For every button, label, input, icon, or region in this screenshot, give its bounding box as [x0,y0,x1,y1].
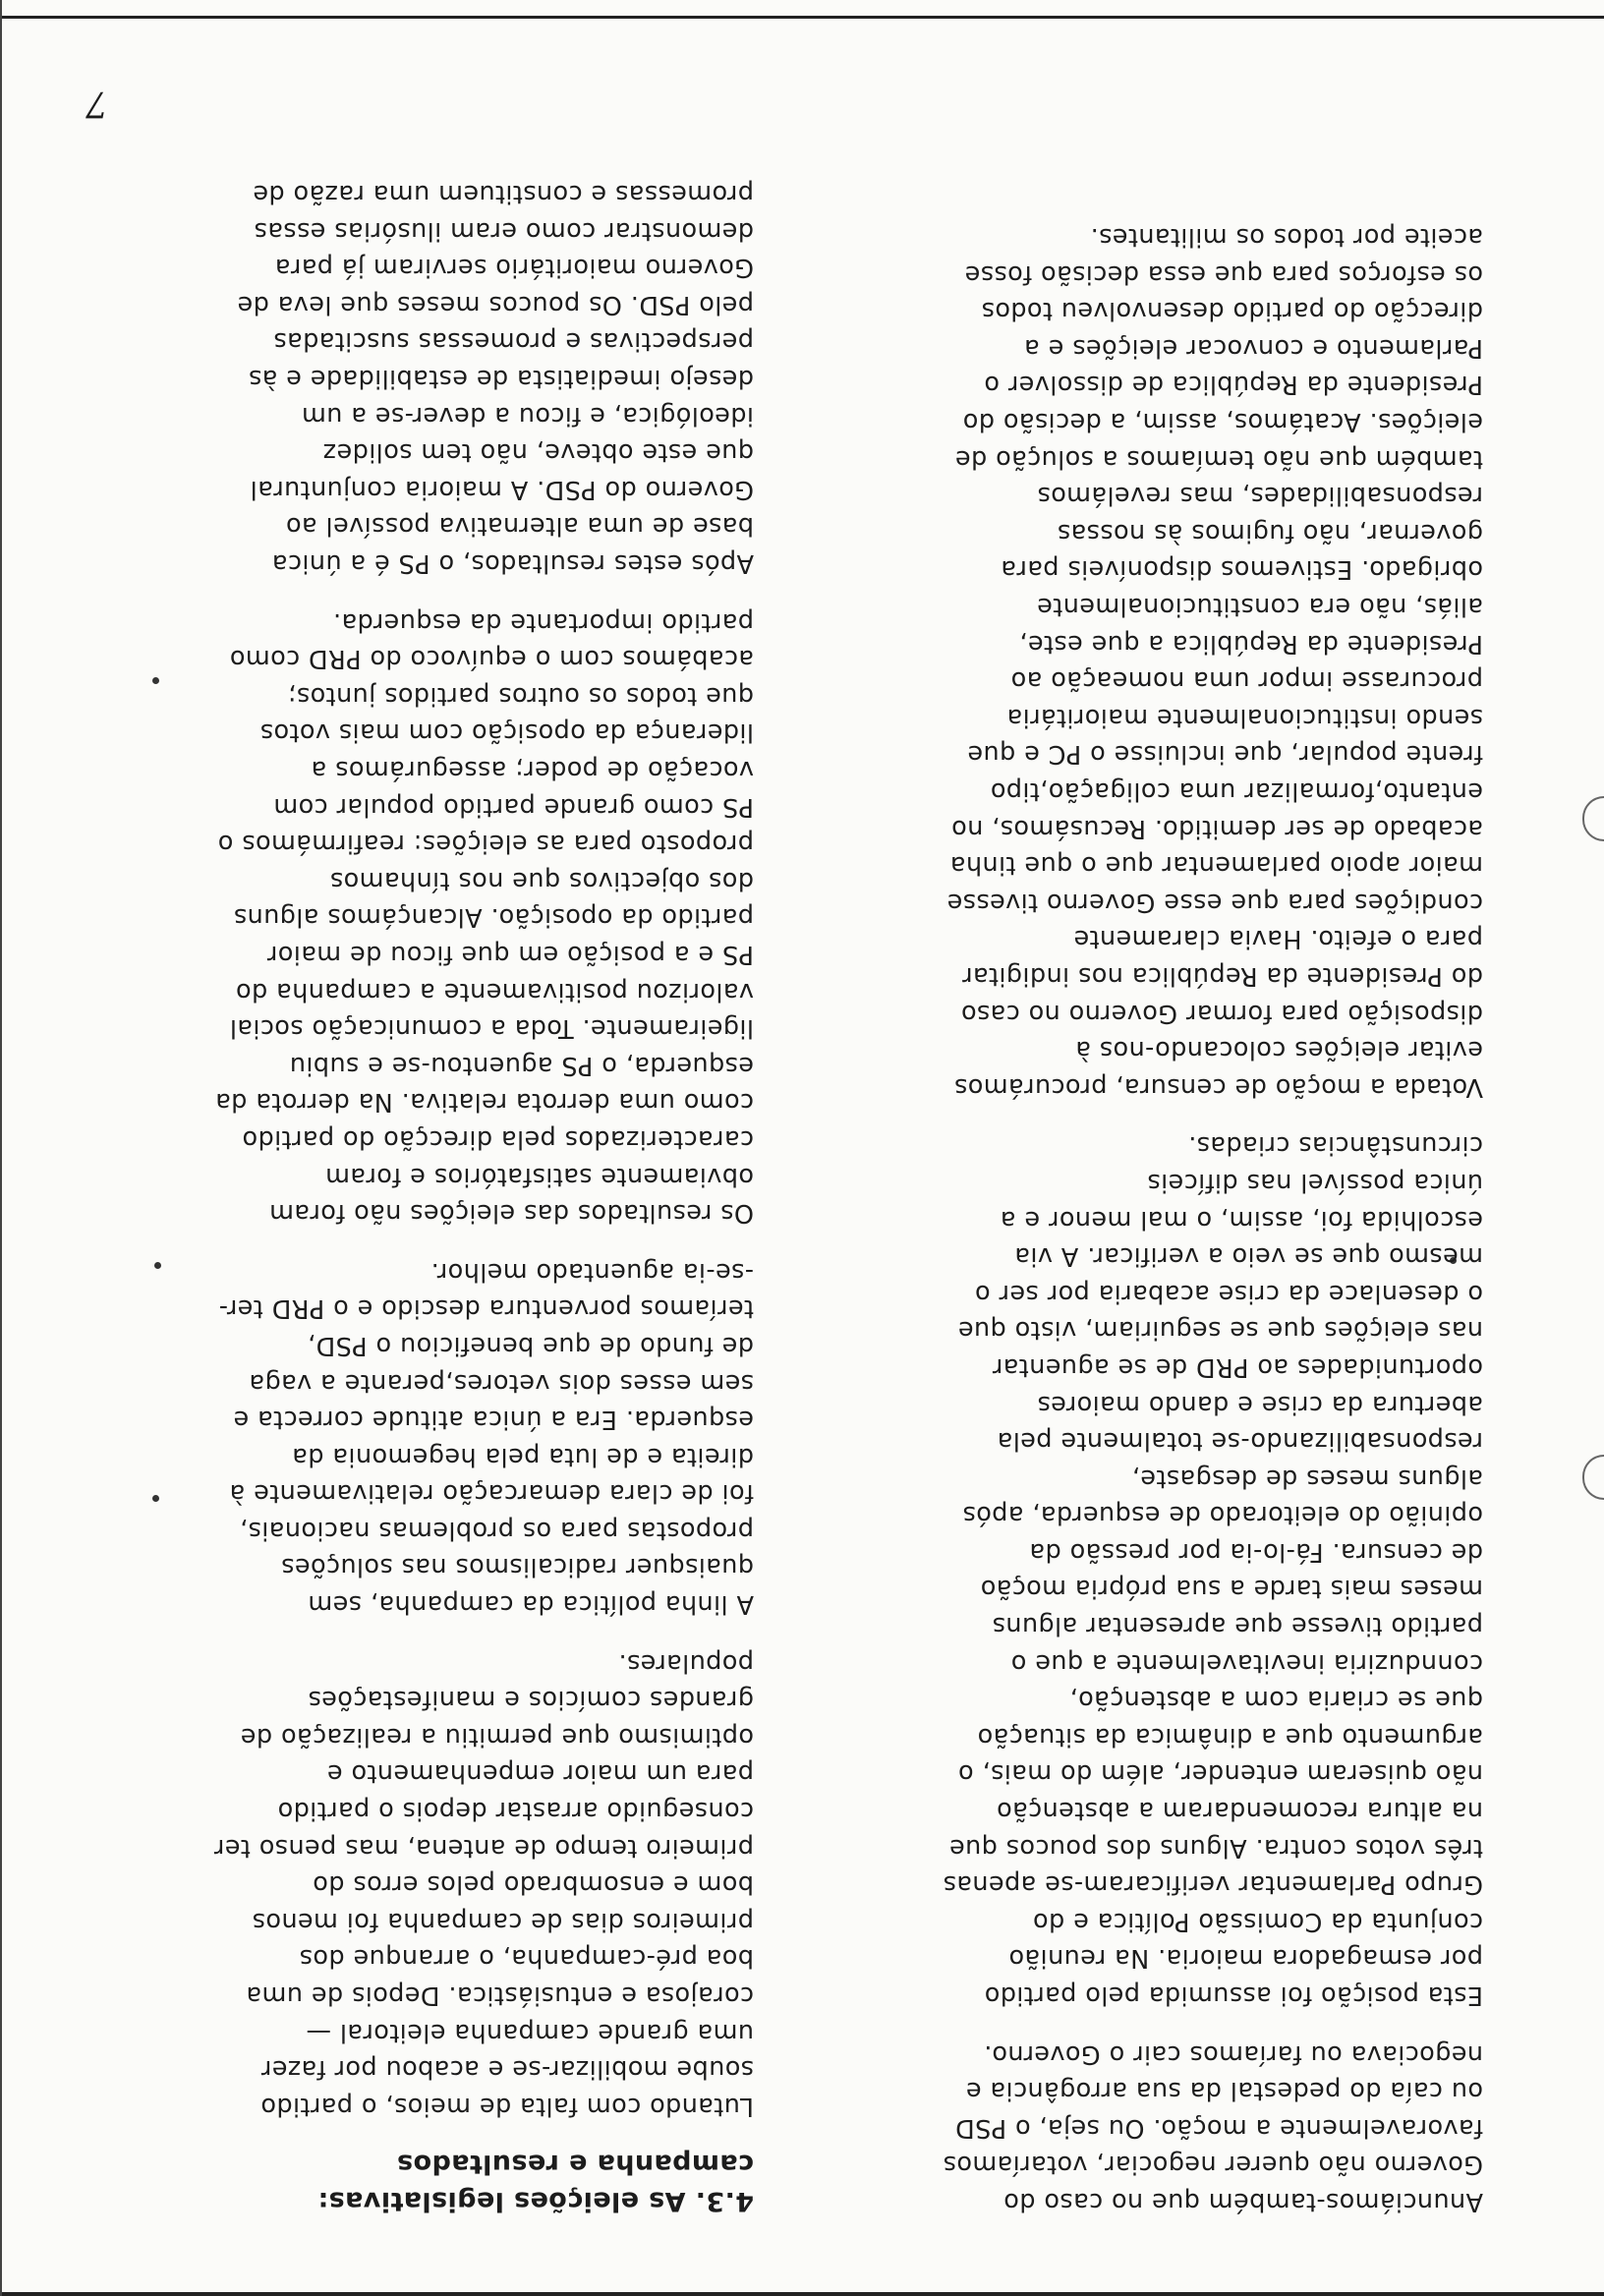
paragraph-line: Presidente da República a que este, [1018,628,1483,659]
paragraph-line: direita e de luta pela hegemonia da [291,1441,754,1471]
paragraph-line: vocação de poder; assegurámos a [311,755,754,785]
paragraph-gap [76,1622,754,1643]
paragraph-line: que todos os outros partidos juntos; [287,680,754,711]
paragraph-line: Governo maioritário serviram já para [274,253,754,283]
paragraph-line: dos objectivos que nos tínhamos [329,865,754,895]
paragraph-line: também que não temíamos a solução de [954,443,1483,474]
paragraph-line: conseguido arrastar depois o partido [277,1796,754,1826]
paragraph-line: para um maior empenhamento e [326,1758,754,1789]
paragraph-line: eleições. Acatámos, assim, a decisão do [962,407,1483,437]
paragraph-line: ideológica, e ficou a dever-se a um [301,400,754,430]
paragraph-line: primeiro tempo de antena, mas penso ter [213,1832,754,1863]
paragraph-line: alguns meses de desgaste, [1131,1463,1483,1493]
paragraph-line: direcção do partido desenvolveu todos [981,296,1483,326]
paragraph-line: Grupo Parlamentar verificaram-se apenas [943,1869,1483,1900]
paragraph-line: obrigado. Estivemos disponíveis para [1001,554,1483,585]
paragraph-line: meses mais tarde a sua própria moção [980,1574,1483,1604]
paragraph-line: soube mobilizar-se e acabou por fazer [260,2054,754,2085]
paragraph-line: que este obteve, não tem solidez [322,437,754,468]
paragraph-line: primeiros dias de campanha foi menos [252,1906,754,1936]
section-heading-line: 4.3. As eleições legislativas: [317,2186,754,2216]
paragraph-line: pelo PSD. Os poucos meses que leva de [237,289,754,319]
paragraph-line: ou caía do pedestal da sua arrogância e [965,2076,1483,2106]
paragraph-line: grandes comícios e manifestações [308,1685,754,1715]
right-text-column [76,175,754,2219]
paragraph-line: proposto para as eleições: reafirmámos o [217,829,754,859]
paragraph-line: disposição para formar Governo no caso [960,998,1483,1028]
paragraph-line: favoravelmente a moção. Ou seja, o PSD [954,2112,1483,2143]
paragraph-line: na altura recomendaram a abstenção [996,1796,1483,1826]
page-border-top [0,2292,1604,2296]
paragraph-line: Esta posição foi assumida pelo partido [984,1980,1483,2011]
paragraph-line: Os resultados das eleições não foram [268,1198,754,1229]
section-heading-line: campanha e resultados [396,2149,754,2180]
paragraph-line: opinião do eleitorado de esquerda, após [962,1500,1483,1530]
paragraph-line: governar, não fugimos às nossas [1057,517,1483,547]
paragraph-line: maior apoio parlamentar que o que tinha [949,850,1483,881]
paragraph-line: negociava ou faríamos cair o Governo. [983,2038,1483,2069]
left-text-column [805,218,1483,2219]
paragraph-line: responsabilidades, mas revelámos [1037,481,1483,511]
paragraph-line: circunstâncias criadas. [1187,1130,1483,1161]
paragraph-line: Lutando com falta de meios, o partido [260,2091,754,2121]
paragraph-line: condições para que esse Governo tivesse [946,887,1483,917]
paragraph-line: argumento que a dinâmica da situação [977,1721,1483,1751]
paragraph-line: frente popular, que incluisse o PC e que [966,739,1483,770]
punch-hole-mark [1582,796,1604,841]
paragraph-line: aliás, não era constitucionalmente [1036,592,1483,622]
paragraph-line: promessas e constituem uma razão de [252,179,754,209]
paragraph-line: Governo não querer negociar, votaríamos [943,2150,1483,2180]
punch-hole-mark [1582,1455,1604,1500]
paragraph-line: liderança da oposição com mais votos [259,718,754,748]
paragraph-line: obviamente satisfatórios e foram [324,1161,754,1191]
paragraph-line: do Presidente da República nos indigitar [961,961,1483,991]
paragraph-line: o desenlace da crise acabaria por ser o [974,1278,1483,1308]
paragraph-gap [76,2124,754,2146]
paragraph-line: boa pré-campanha, o arranque dos [299,1943,754,1974]
paragraph-gap [805,1105,1483,1126]
paragraph-line: bom e ensombrado pelos erros do [312,1869,754,1900]
paragraph-line: responsabilizando-se totalmente pela [997,1426,1483,1457]
paragraph-line: três votos contra. Alguns dos poucos que [948,1832,1483,1863]
paragraph-line: procurasse impor uma nomeação ao [1010,665,1483,696]
page-number: 7 [86,84,108,124]
page-border-right [0,0,2,2296]
paragraph-line: teríamos porventura descido e o PRD ter- [218,1293,754,1324]
paragraph-line: partido importante da esquerda. [332,606,754,637]
paragraph-line: valorizou positivamente a campanha do [235,976,754,1006]
paragraph-line: de censura. Fá-lo-ia por pressão da [1029,1536,1483,1567]
paragraph-line: ligeiramente. Toda a comunicação social [229,1013,754,1044]
paragraph-line: base de uma alternativa possível ao [285,511,754,542]
paragraph-gap [76,1231,754,1252]
paragraph-line: Governo do PSD. A maioria conjuntural [250,474,754,504]
paragraph-line: desejo imediatista de estabilidade e às [248,364,754,394]
paragraph-gap [76,581,754,603]
paragraph-line: esquerda, o PS aguentou-se e subiu [289,1050,754,1080]
paragraph-line: foi de clara demarcação relativamente à [229,1478,754,1509]
paragraph-line: quaisquer radicalismos nas soluções [280,1552,754,1582]
paragraph-line: conjunta da Comissão Política e do [1032,1906,1483,1936]
paragraph-line: evitar eleições colocando-nos à [1074,1035,1483,1065]
paragraph-line: como uma derrota relativa. Na derrota da [214,1087,754,1118]
paragraph-line: caracterizados pela direcção do partido [242,1123,754,1154]
paragraph-line: partido tivesse que apresentar alguns [992,1611,1483,1641]
paragraph-line: mesmo que se veio a verificar. A via [1013,1241,1483,1272]
paragraph-line: que se criaria com a abstenção, [1069,1685,1483,1715]
paragraph-line: única possível nas difíceis [1147,1167,1483,1197]
paragraph-line: partido da oposição. Alcançámos alguns [233,902,754,933]
paragraph-line: acabado de ser demitido. Recusámos, no [950,813,1483,843]
paragraph-line: Parlamento e convocar eleições e a [1023,332,1483,363]
paragraph-line: optimismo que permitiu a realização de [240,1721,754,1751]
paragraph-line: de fundo de que beneficiou o PSD, [307,1330,754,1360]
paragraph-line: acabámos com o equívoco do PRD como [229,644,754,674]
paragraph-line: sem esses dois vetores,perante a vaga [249,1367,754,1398]
paragraph-line: oportunidades ao PRD de se aguentar [992,1351,1483,1382]
paragraph-line: Após estes resultados, o PS é a única [271,548,754,579]
paragraph-line: demonstrar como eram ilusórias essas [254,215,754,246]
paragraph-line: esquerda. Era a única atitude correcta e [233,1405,754,1435]
paragraph-line: não quiseram entender, além do mais, o [957,1758,1483,1789]
paragraph-line: por esmagadora maioria. Na reunião [1008,1943,1483,1974]
paragraph-line: PS e a posição em que ficou de maior [266,940,754,969]
paragraph-line: populares. [618,1647,754,1678]
page-border-bottom [0,16,1604,19]
paragraph-line: uma grande campanha eleitoral — [306,2017,754,2047]
paragraph-line: aceite por todos os militantes. [1090,222,1483,253]
paragraph-line: corajosa e entusiástica. Depois de uma [246,1980,754,2011]
paragraph-line: connduziria inevitavelmente a que o [1010,1647,1483,1678]
paragraph-gap [805,2013,1483,2035]
paragraph-line: para o efeito. Havia claramente [1073,924,1483,954]
paragraph-line: abertura da crise e dando maiores [1037,1389,1483,1419]
paragraph-line: Anunciámos-também que no caso do [1002,2187,1483,2216]
paragraph-line: Votada a moção de censura, procurámos [953,1071,1483,1102]
paragraph-line: PS como grande partido popular com [272,791,754,822]
paragraph-line: sendo institucionalmente maioritária [1006,702,1483,732]
paragraph-line: entanto,formalizar uma coligação,tipo [990,776,1483,807]
paragraph-line: propostas para os problemas nacionais, [239,1515,754,1545]
paragraph-line: nas eleições que se seguiriam, visto que [957,1315,1483,1346]
paragraph-line: Presidente da República de dissolver o [983,370,1483,400]
paragraph-line: perspectivas e promessas suscitadas [273,326,754,357]
paragraph-line: A linha política da campanha, sem [308,1589,754,1620]
paragraph-line: os esforços para que essa decisão fosse [964,258,1483,289]
paragraph-line: -se-ia aguentado melhor. [430,1256,754,1287]
paragraph-line: escolhida foi, assim, o mal menor e a [1000,1204,1483,1234]
